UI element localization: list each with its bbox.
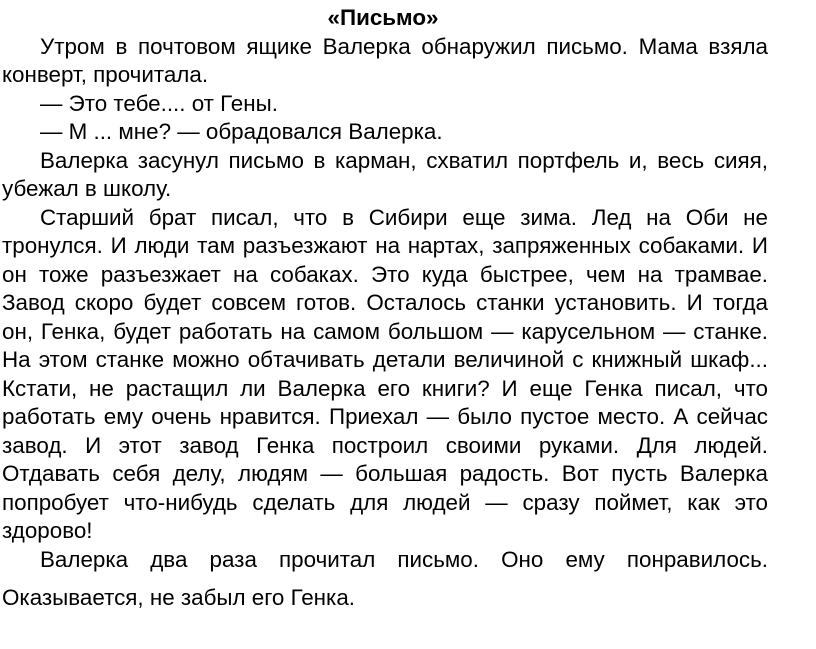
closing-line: Оказывается, не забыл его Генка. — [2, 585, 356, 610]
document-page — [2, 0, 768, 613]
paragraph-1: Утром в почтовом ящике Валерка обнаружил письмо. Мама взяла конверт, прочитала. — [2, 33, 768, 87]
paragraph-3: — М ... мне? — обрадовался Валерка. — [40, 119, 443, 144]
paragraph-4: Валерка засунул письмо в карман, схватил портфель и, весь сияя, убежал в школу. — [2, 147, 768, 201]
document-title: «Письмо» — [327, 5, 439, 30]
paragraph-2: — Это тебе.... от Гены. — [40, 90, 278, 116]
paragraph-6: Валерка два раза прочитал письмо. Оно ему понравилось. — [40, 546, 768, 572]
paragraph-5: Старший брат писал, что в Сибири еще зима. Лед на Оби не тронулся. И люди там разъезжают на нартах, запряженных собаками. И он тоже разъезжает на собаках. Это куда быстрее, чем на трамвае. Завод скоро будет совсем готов. Осталось станки установить. И тогда он, Генка, будет работать на самом большом — карусельном — станке. На этом станке можно обтачивать детали величиной с книжный шкаф... Кстати, не растащил ли Валерка его книги? И еще Генка писал, что работать ему очень нравится. Приехал — было пустое место. А сейчас завод. И этот завод Генка построил своими руками. Для людей. Отдавать себя делу, людям — большая радость. Вот пусть Валерка попробует что-нибудь сделать для людей — сразу поймет, как это здорово! — [2, 204, 768, 543]
